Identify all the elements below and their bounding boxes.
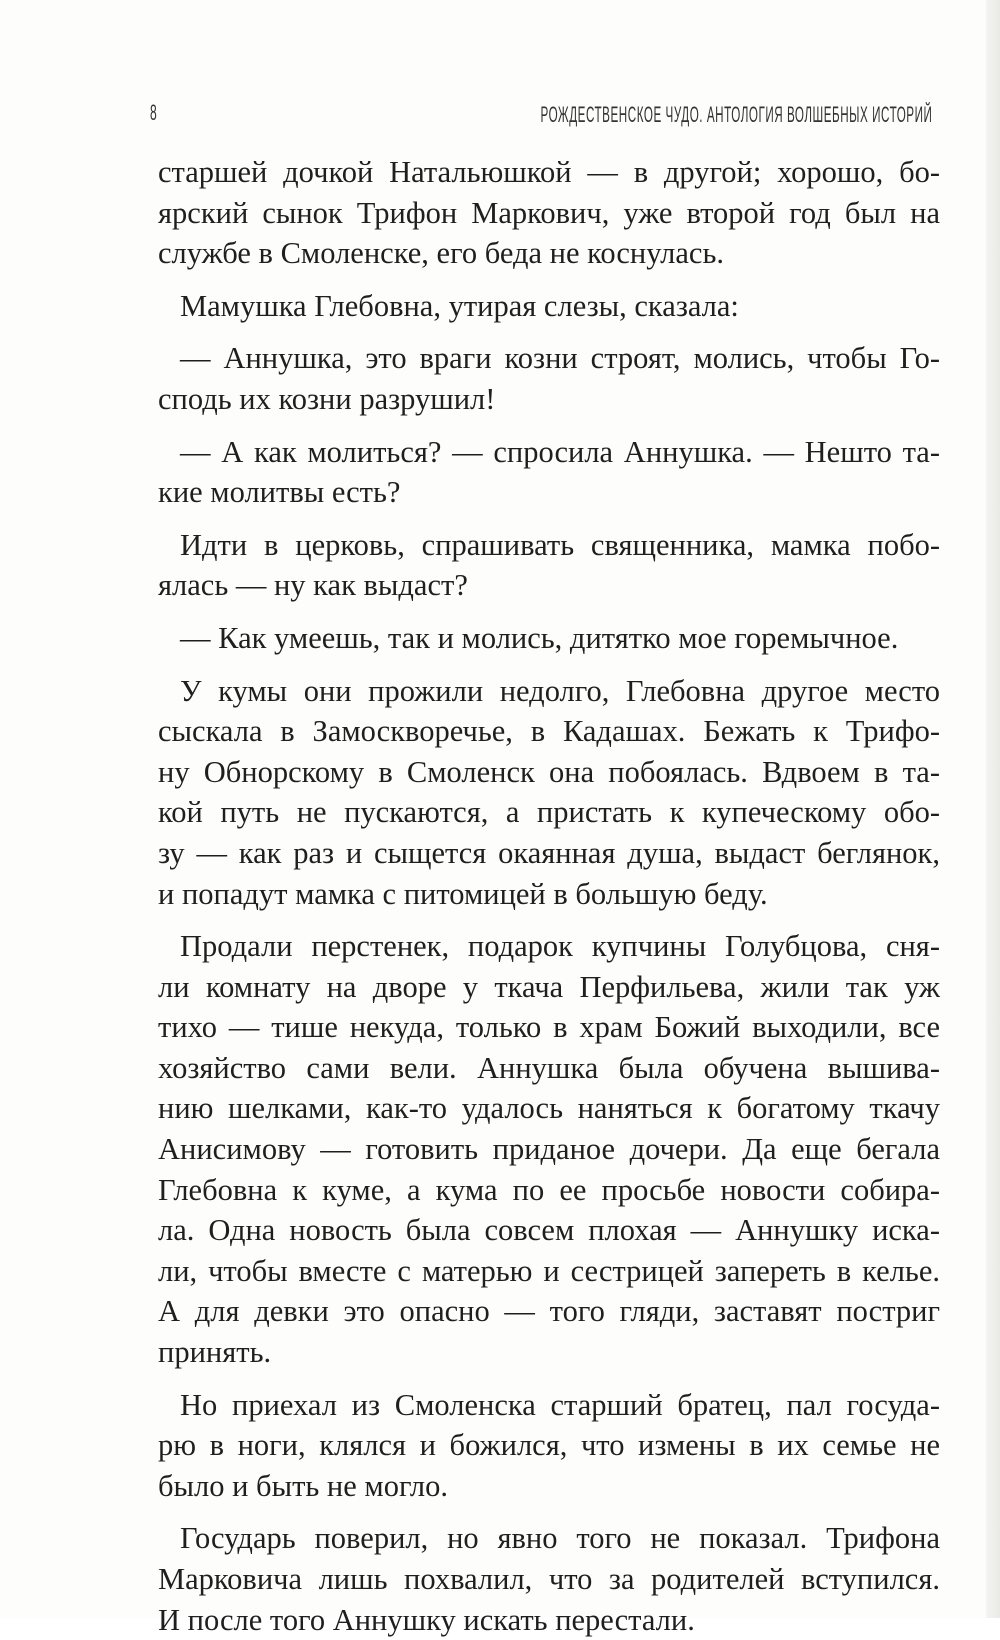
paragraph bbox=[158, 525, 940, 606]
paragraph-gap bbox=[158, 606, 940, 618]
body-text bbox=[158, 152, 940, 1640]
text-line: Идти в церковь, спрашивать священника, мамка побо- bbox=[180, 527, 940, 562]
text-line: рю в ноги, клялся и божился, что измены в их семье не bbox=[158, 1428, 940, 1463]
text-line: было и быть не могло. bbox=[158, 1468, 449, 1503]
paragraph-gap bbox=[158, 1506, 940, 1518]
text-line: зу — как раз и сыщется окаянная душа, выдаст беглянок, bbox=[158, 835, 940, 870]
text-line: нию шелками, как-то удалось наняться к богатому ткачу bbox=[158, 1091, 940, 1126]
text-line: ли, чтобы вместе с матерью и сестрицей запереть в келье. bbox=[158, 1253, 940, 1288]
paragraph-gap bbox=[158, 659, 940, 671]
paragraph bbox=[158, 926, 940, 1373]
paragraph bbox=[158, 338, 940, 419]
paragraph bbox=[158, 152, 940, 274]
text-line: Марковича лишь похвалил, что за родителей вступился. bbox=[158, 1562, 940, 1596]
text-line: Анисимову — готовить приданое дочери. Да еще бегала bbox=[158, 1132, 940, 1167]
paragraph bbox=[158, 286, 940, 327]
text-line: — Аннушка, это враги козни строят, молись, чтобы Го- bbox=[180, 341, 940, 376]
text-line: ярский сынок Трифон Маркович, уже второй год был на bbox=[158, 195, 940, 230]
text-line: И после того Аннушку искать перестали. bbox=[158, 1602, 695, 1637]
paragraph-gap bbox=[158, 914, 940, 926]
text-line: кие молитвы есть? bbox=[158, 475, 401, 510]
running-title: РОЖДЕСТВЕНСКОЕ ЧУДО. АНТОЛОГИЯ ВОЛШЕБНЫХ ИСТОРИЙ bbox=[540, 102, 932, 127]
text-line: Государь поверил, но явно того не показал. Трифона bbox=[180, 1521, 940, 1556]
text-line: А для девки это опасно — того гляди, заставят постриг bbox=[158, 1294, 940, 1329]
paragraph-gap bbox=[158, 1373, 940, 1385]
text-line: старшей дочкой Натальюшкой — в другой; хорошо, бо- bbox=[158, 155, 940, 189]
text-line: Глебовна к куме, а кума по ее просьбе новости собира- bbox=[158, 1172, 940, 1207]
paragraph bbox=[158, 671, 940, 915]
paragraph-gap bbox=[158, 513, 940, 525]
text-line: У кумы они прожили недолго, Глебовна другое место bbox=[180, 673, 940, 708]
paragraph bbox=[158, 618, 940, 659]
paragraph-gap bbox=[158, 274, 940, 286]
text-line: кой путь не пускаются, а пристать к купеческому обо- bbox=[158, 795, 940, 830]
text-line: сыскала в Замоскворечье, в Кадашах. Бежать к Трифо- bbox=[158, 714, 940, 749]
text-line: Продали перстенек, подарок купчины Голубцова, сня- bbox=[180, 929, 940, 964]
text-line: службе в Смоленске, его беда не коснулась. bbox=[158, 236, 724, 271]
text-line: ли комнату на дворе у ткача Перфильева, жили так уж bbox=[158, 969, 940, 1004]
text-line: — А как молиться? — спросила Аннушка. — Нешто та- bbox=[180, 434, 940, 469]
text-line: принять. bbox=[158, 1335, 272, 1370]
text-line: — Как умеешь, так и молись, дитятко мое горемычное. bbox=[180, 620, 899, 655]
paragraph bbox=[158, 1518, 940, 1640]
text-line: хозяйство сами вели. Аннушка была обучена вышива- bbox=[158, 1050, 940, 1085]
text-line: ялась — ну как выдаст? bbox=[158, 568, 468, 603]
text-line: сподь их козни разрушил! bbox=[158, 381, 496, 416]
paragraph bbox=[158, 1385, 940, 1507]
text-line: ла. Одна новость была совсем плохая — Аннушку иска- bbox=[158, 1213, 940, 1248]
text-line: и попадут мамка с питомицей в большую беду. bbox=[158, 876, 768, 911]
page-edge-shadow bbox=[986, 0, 1000, 1618]
text-line: Мамушка Глебовна, утирая слезы, сказала: bbox=[180, 288, 739, 323]
paragraph-gap bbox=[158, 420, 940, 432]
text-line: Но приехал из Смоленска старший братец, пал госуда- bbox=[180, 1387, 940, 1422]
text-line: тихо — тише некуда, только в храм Божий выходили, все bbox=[158, 1010, 940, 1045]
text-line: ну Обнорскому в Смоленск она побоялась. Вдвоем в та- bbox=[158, 754, 940, 789]
page-number: 8 bbox=[150, 100, 158, 125]
running-header bbox=[150, 100, 932, 136]
paragraph-gap bbox=[158, 326, 940, 338]
paragraph bbox=[158, 432, 940, 513]
